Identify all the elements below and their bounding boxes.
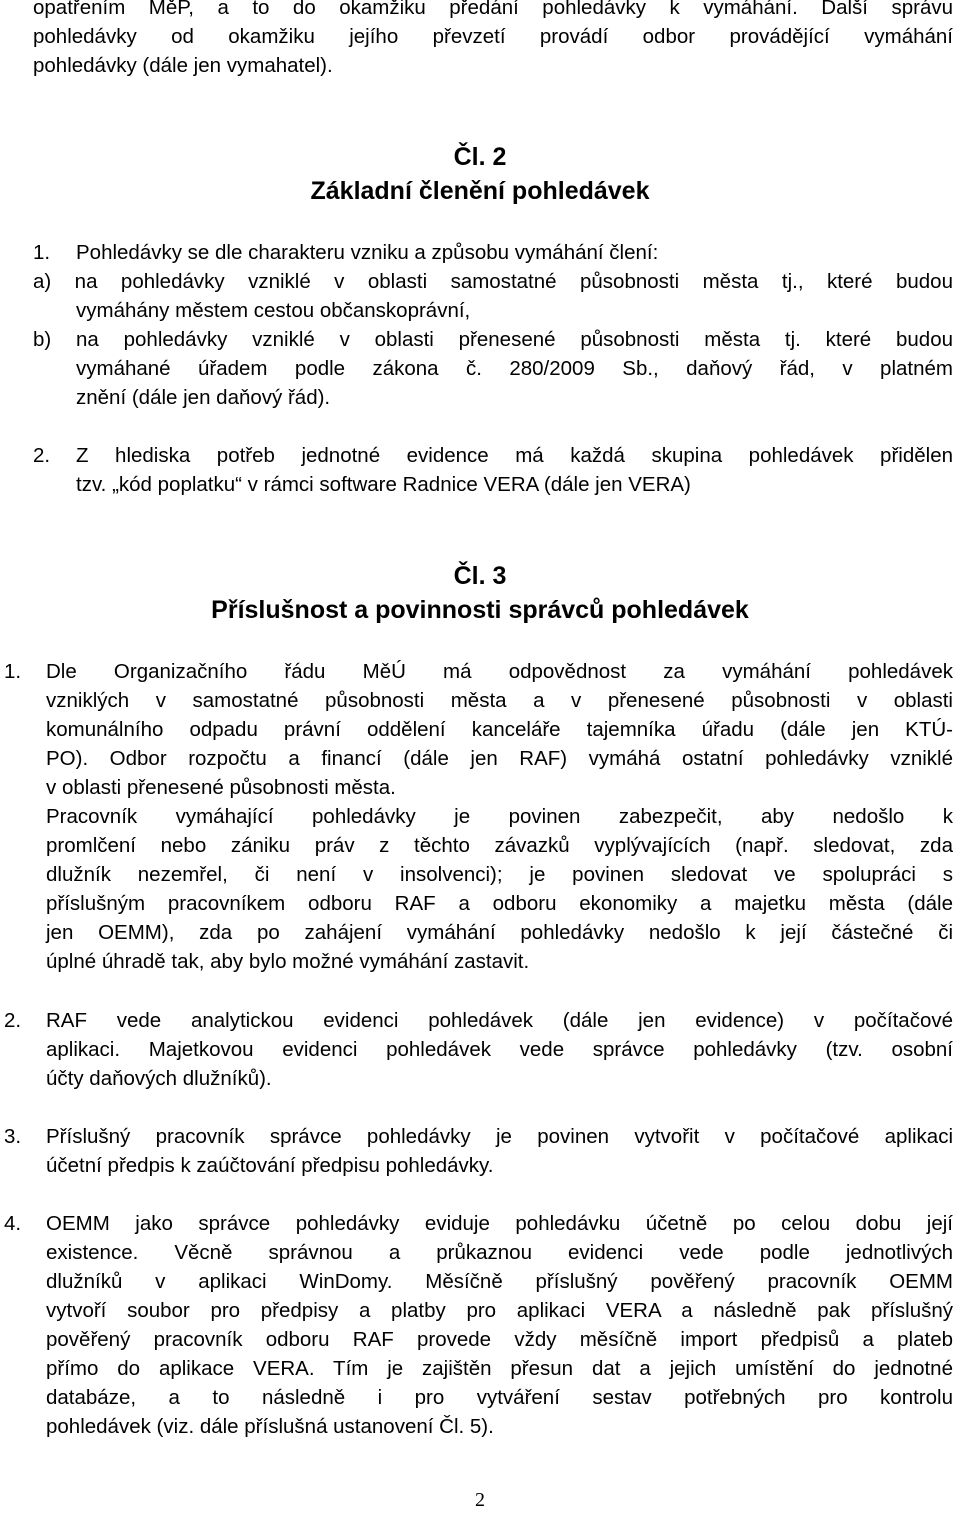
article-3-p3-line: účetní předpis k zaúčtování předpisu pohledávky. — [46, 1154, 494, 1177]
article-3-p1-number: 1. — [4, 660, 22, 683]
article-3-p4-line: pověřený pracovník odboru RAF provede vždy měsíčně import předpisů a plateb — [46, 1328, 953, 1351]
article-3-p1-line: komunálního odpadu právní oddělení kanceláře tajemníka úřadu (dále jen KTÚ- — [46, 718, 953, 741]
article-3-p1-line: dlužník nezemřel, či není v insolvenci); je povinen sledovat ve spolupráci s — [46, 863, 953, 886]
intro-line: pohledávky od okamžiku jejího převzetí provádí odbor provádějící vymáhání — [33, 25, 953, 48]
article-3-title: Příslušnost a povinnosti správců pohledávek — [211, 596, 749, 624]
article-3-p1-line: příslušným pracovníkem odboru RAF a odboru ekonomiky a majetku města (dále — [46, 892, 953, 915]
article-3-p4-line: OEMM jako správce pohledávky eviduje pohledávku účetně po celou dobu její — [46, 1212, 953, 1235]
article-3-p2-line: aplikaci. Majetkovou evidenci pohledávek vede správce pohledávky (tzv. osobní — [46, 1038, 953, 1061]
article-3-p4-line: přímo do aplikace VERA. Tím je zajištěn přesun dat a jejich umístění do jednotné — [46, 1357, 953, 1380]
article-2-p2-line: tzv. „kód poplatku“ v rámci software Radnice VERA (dále jen VERA) — [76, 473, 691, 496]
article-3-p1-line: vzniklých v samostatné působnosti města a v přenesené působnosti v oblasti — [46, 689, 953, 712]
article-3-p3-line: Příslušný pracovník správce pohledávky je povinen vytvořit v počítačové aplikaci — [46, 1125, 953, 1148]
article-3-p4-line: pohledávek (viz. dále příslušná ustanovení Čl. 5). — [46, 1415, 494, 1438]
article-3-p1-line: jen OEMM), zda po zahájení vymáhání pohledávky nedošlo k její částečné či — [46, 921, 953, 944]
article-2-p2-number: 2. — [33, 444, 51, 467]
intro-line: opatřením MěP, a to do okamžiku předání pohledávky k vymáhání. Další správu — [33, 0, 953, 19]
article-2-p1-line: vymáhané úřadem podle zákona č. 280/2009 Sb., daňový řád, v platném — [76, 357, 953, 380]
article-3-p4-number: 4. — [4, 1212, 22, 1235]
article-3-p4-line: dlužníků v aplikaci WinDomy. Měsíčně příslušný pověřený pracovník OEMM — [46, 1270, 953, 1293]
article-3-p1-line: Pracovník vymáhající pohledávky je povinen zabezpečit, aby nedošlo k — [46, 805, 953, 828]
article-2-p1-number: 1. — [33, 241, 51, 264]
article-2-title: Základní členění pohledávek — [310, 177, 650, 205]
article-3-p2-line: RAF vede analytickou evidenci pohledávek (dále jen evidence) v počítačové — [46, 1009, 953, 1032]
article-3-p4-line: existence. Věcně správnou a průkaznou evidenci vede podle jednotlivých — [46, 1241, 953, 1264]
article-2-p1-line: vymáhány městem cestou občanskoprávní, — [76, 299, 471, 322]
article-3-p4-line: vytvoří soubor pro předpisy a platby pro aplikaci VERA a následně pak příslušný — [46, 1299, 953, 1322]
article-3-p3-number: 3. — [4, 1125, 22, 1148]
article-3-number: Čl. 3 — [453, 562, 507, 590]
article-2-p2-line: Z hlediska potřeb jednotné evidence má každá skupina pohledávek přidělen — [76, 444, 953, 467]
article-2-number: Čl. 2 — [453, 143, 507, 171]
intro-line: pohledávky (dále jen vymahatel). — [33, 54, 333, 77]
article-3-p1-line: promlčení nebo zániku práv z těchto závazků vyplývajících (např. sledovat, zda — [46, 834, 953, 857]
article-2-p1-line: b) na pohledávky vzniklé v oblasti přenesené působnosti města tj. které budou — [33, 328, 953, 351]
article-3-p2-line: účty daňových dlužníků). — [46, 1067, 272, 1090]
article-3-p2-number: 2. — [4, 1009, 22, 1032]
article-3-p4-line: databáze, a to následně i pro vytváření sestav potřebných pro kontrolu — [46, 1386, 953, 1409]
article-2-p1-line: znění (dále jen daňový řád). — [76, 386, 331, 409]
article-2-p1-line: Pohledávky se dle charakteru vzniku a způsobu vymáhání člení: — [76, 241, 659, 264]
article-3-p1-line: v oblasti přenesené působnosti města. — [46, 776, 396, 799]
article-3-p1-line: PO). Odbor rozpočtu a financí (dále jen RAF) vymáhá ostatní pohledávky vzniklé — [46, 747, 953, 770]
article-3-p1-line: Dle Organizačního řádu MěÚ má odpovědnost za vymáhání pohledávek — [46, 660, 953, 683]
article-2-p1-line: a) na pohledávky vzniklé v oblasti samostatné působnosti města tj., které budou — [33, 270, 953, 293]
article-3-p1-line: úplné úhradě tak, aby bylo možné vymáhání zastavit. — [46, 950, 530, 973]
page-number: 2 — [475, 1489, 485, 1511]
